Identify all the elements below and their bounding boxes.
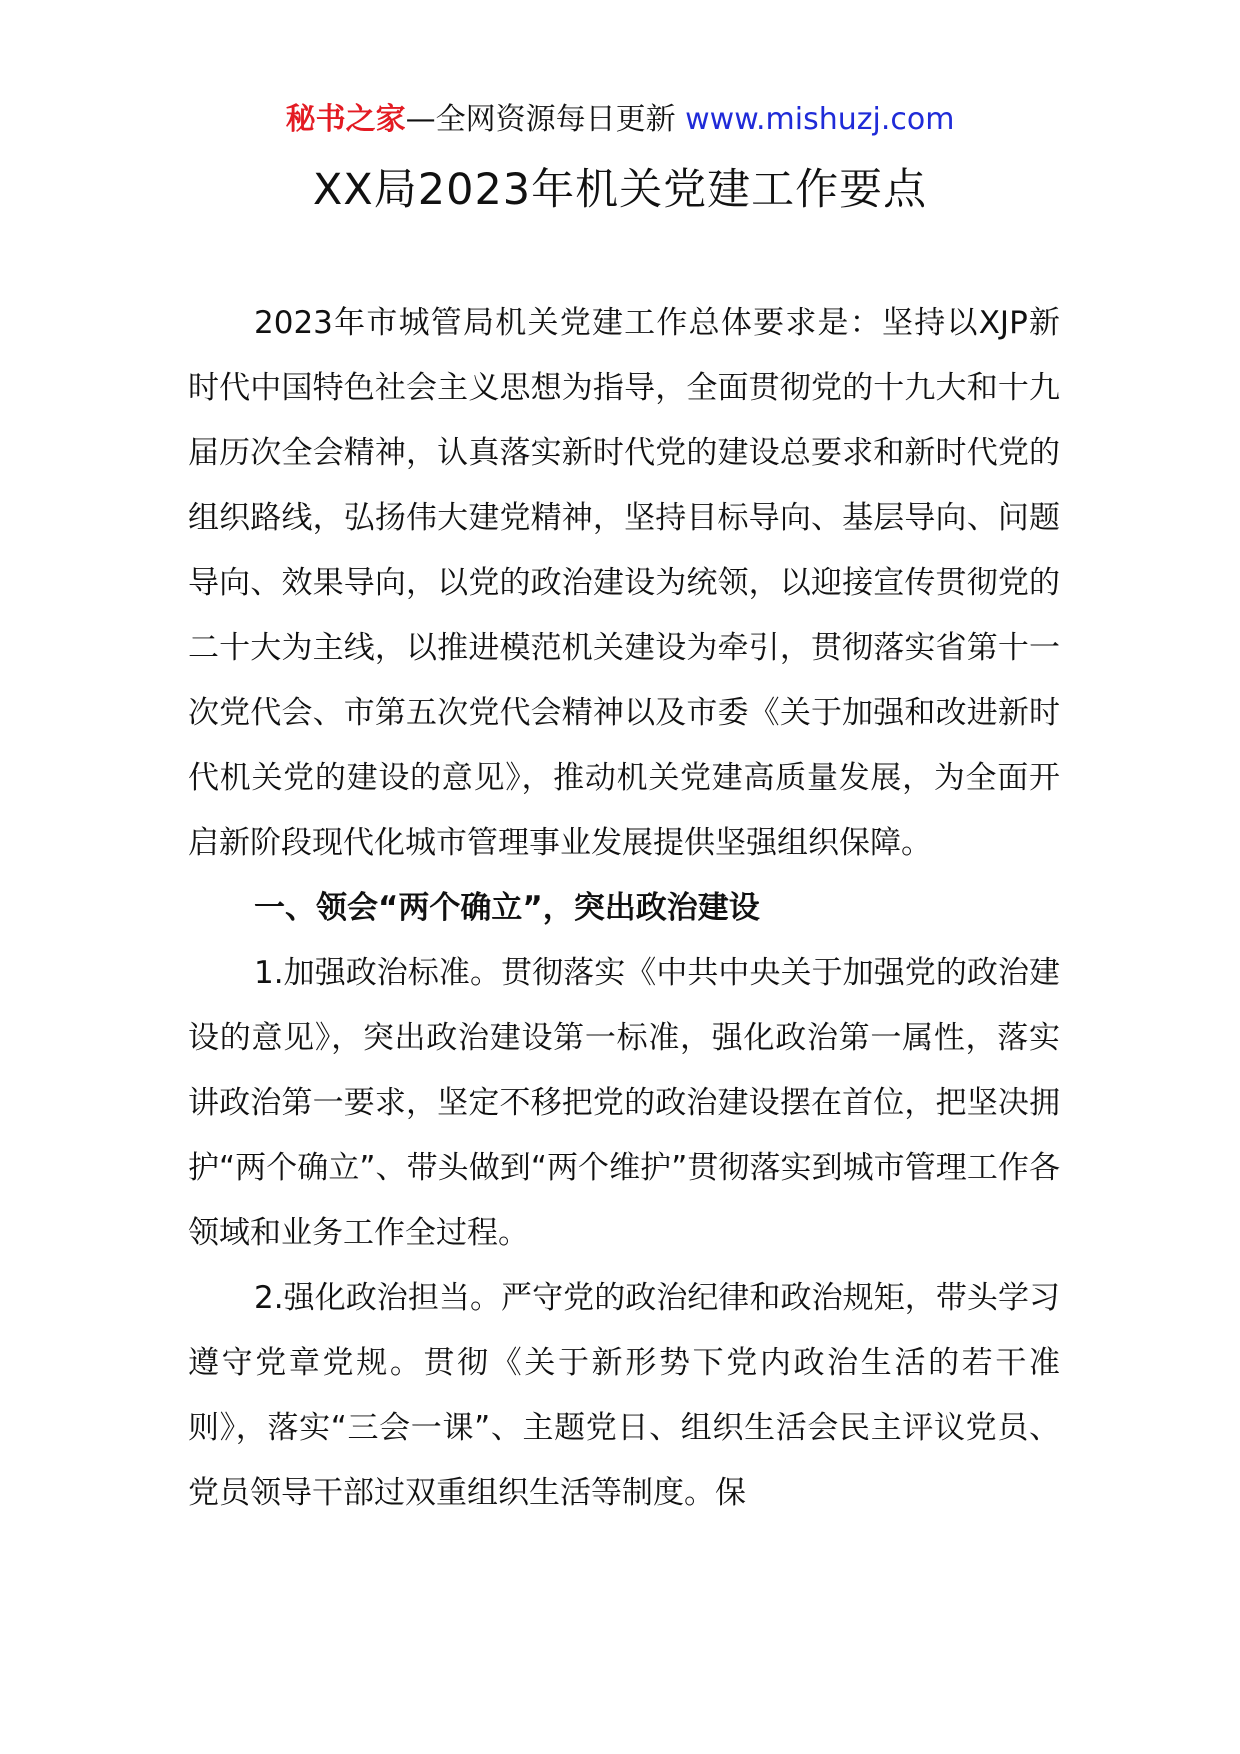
item-paragraph-2: 2.强化政治担当。严守党的政治纪律和政治规矩，带头学习遵守党章党规。贯彻《关于新形势下党内政治生活的若干准则》，落实“三会一课”、主题党日、组织生活会民主评议党员、党员领导干部过双重组织生活等制度。保 bbox=[188, 1280, 1060, 1511]
document-title: XX局2023年机关党建工作要点 bbox=[312, 165, 928, 215]
watermark-slogan: —全网资源每日更新 bbox=[405, 102, 676, 137]
section-heading: 一、领会“两个确立”，突出政治建设 bbox=[254, 890, 760, 926]
watermark-brand: 秘书之家 bbox=[285, 102, 406, 137]
intro-paragraph: 2023年市城管局机关党建工作总体要求是：坚持以XJP新时代中国特色社会主义思想为指导，全面贯彻党的十九大和十九届历次全会精神，认真落实新时代党的建设总要求和新时代党的组织路线，弘扬伟大建党精神，坚持目标导向、基层导向、问题导向、效果导向，以党的政治建设为统领，以迎接宣传贯彻党的二十大为主线，以推进模范机关建设为牵引，贯彻落实省第十一次党代会、市第五次党代会精神以及市委《关于加强和改进新时代机关党的建设的意见》，推动机关党建高质量发展，为全面开启新阶段现代化城市管理事业发展提供坚强组织保障。 bbox=[188, 305, 1060, 861]
site-watermark bbox=[0, 100, 1240, 140]
document-body bbox=[188, 291, 1060, 1526]
item-paragraph-1: 1.加强政治标准。贯彻落实《中共中央关于加强党的政治建设的意见》，突出政治建设第一标准，强化政治第一属性，落实讲政治第一要求，坚定不移把党的政治建设摆在首位，把坚决拥护“两个确立”、带头做到“两个维护”贯彻落实到城市管理工作各领域和业务工作全过程。 bbox=[188, 955, 1060, 1251]
watermark-url[interactable]: www.mishuzj.com bbox=[685, 102, 955, 137]
